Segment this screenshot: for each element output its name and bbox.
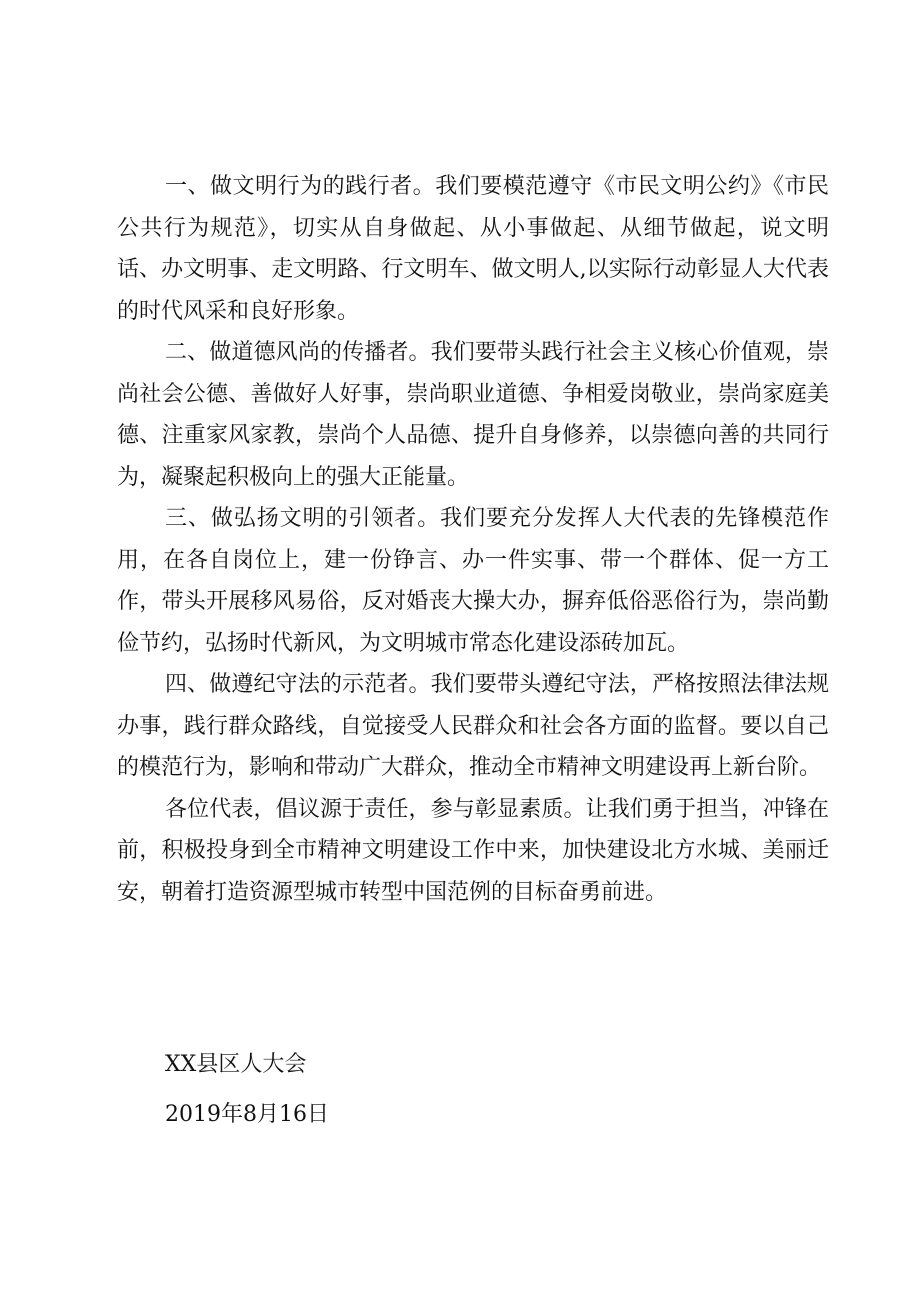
paragraph-moral-trend: 二、做道德风尚的传播者。我们要带头践行社会主义核心价值观，崇尚社会公德、善做好人好事，崇尚职业道德、争相爱岗敬业，崇尚家庭美德、注重家风家教，崇尚个人品德、提升自身修养，以崇德向善的共同行为，凝聚起积极向上的强大正能量。 <box>117 340 829 490</box>
paragraph-closing-appeal: 各位代表，倡议源于责任，参与彰显素质。让我们勇于担当，冲锋在前，积极投身到全市精神文明建设工作中来，加快建设北方水城、美丽迁安，朝着打造资源型城市转型中国范例的目标奋勇前进。 <box>117 796 829 905</box>
signature-date: 2019年8月16日 <box>165 1102 329 1127</box>
signature-organization: XX县区人大会 <box>165 1052 307 1077</box>
document-body <box>117 166 829 913</box>
paragraph-law-abiding: 四、做遵纪守法的示范者。我们要带头遵纪守法，严格按照法律法规办事，践行群众路线，自觉接受人民群众和社会各方面的监督。要以自己的模范行为，影响和带动广大群众，推动全市精神文明建设再上新台阶。 <box>117 672 829 780</box>
paragraph-civilized-behavior: 一、做文明行为的践行者。我们要模范遵守《市民文明公约》《市民公共行为规范》，切实从自身做起、从小事做起、从细节做起，说文明话、办文明事、走文明路、行文明车、做文明人,以实际行动彰显人大代表的时代风采和良好形象。 <box>117 174 829 324</box>
paragraph-leading-civilization: 三、做弘扬文明的引领者。我们要充分发挥人大代表的先锋模范作用，在各自岗位上，建一份铮言、办一件实事、带一个群体、促一方工作，带头开展移风易俗，反对婚丧大操大办，摒弃低俗恶俗行为，崇尚勤俭节约，弘扬时代新风，为文明城市常态化建设添砖加瓦。 <box>117 506 829 656</box>
